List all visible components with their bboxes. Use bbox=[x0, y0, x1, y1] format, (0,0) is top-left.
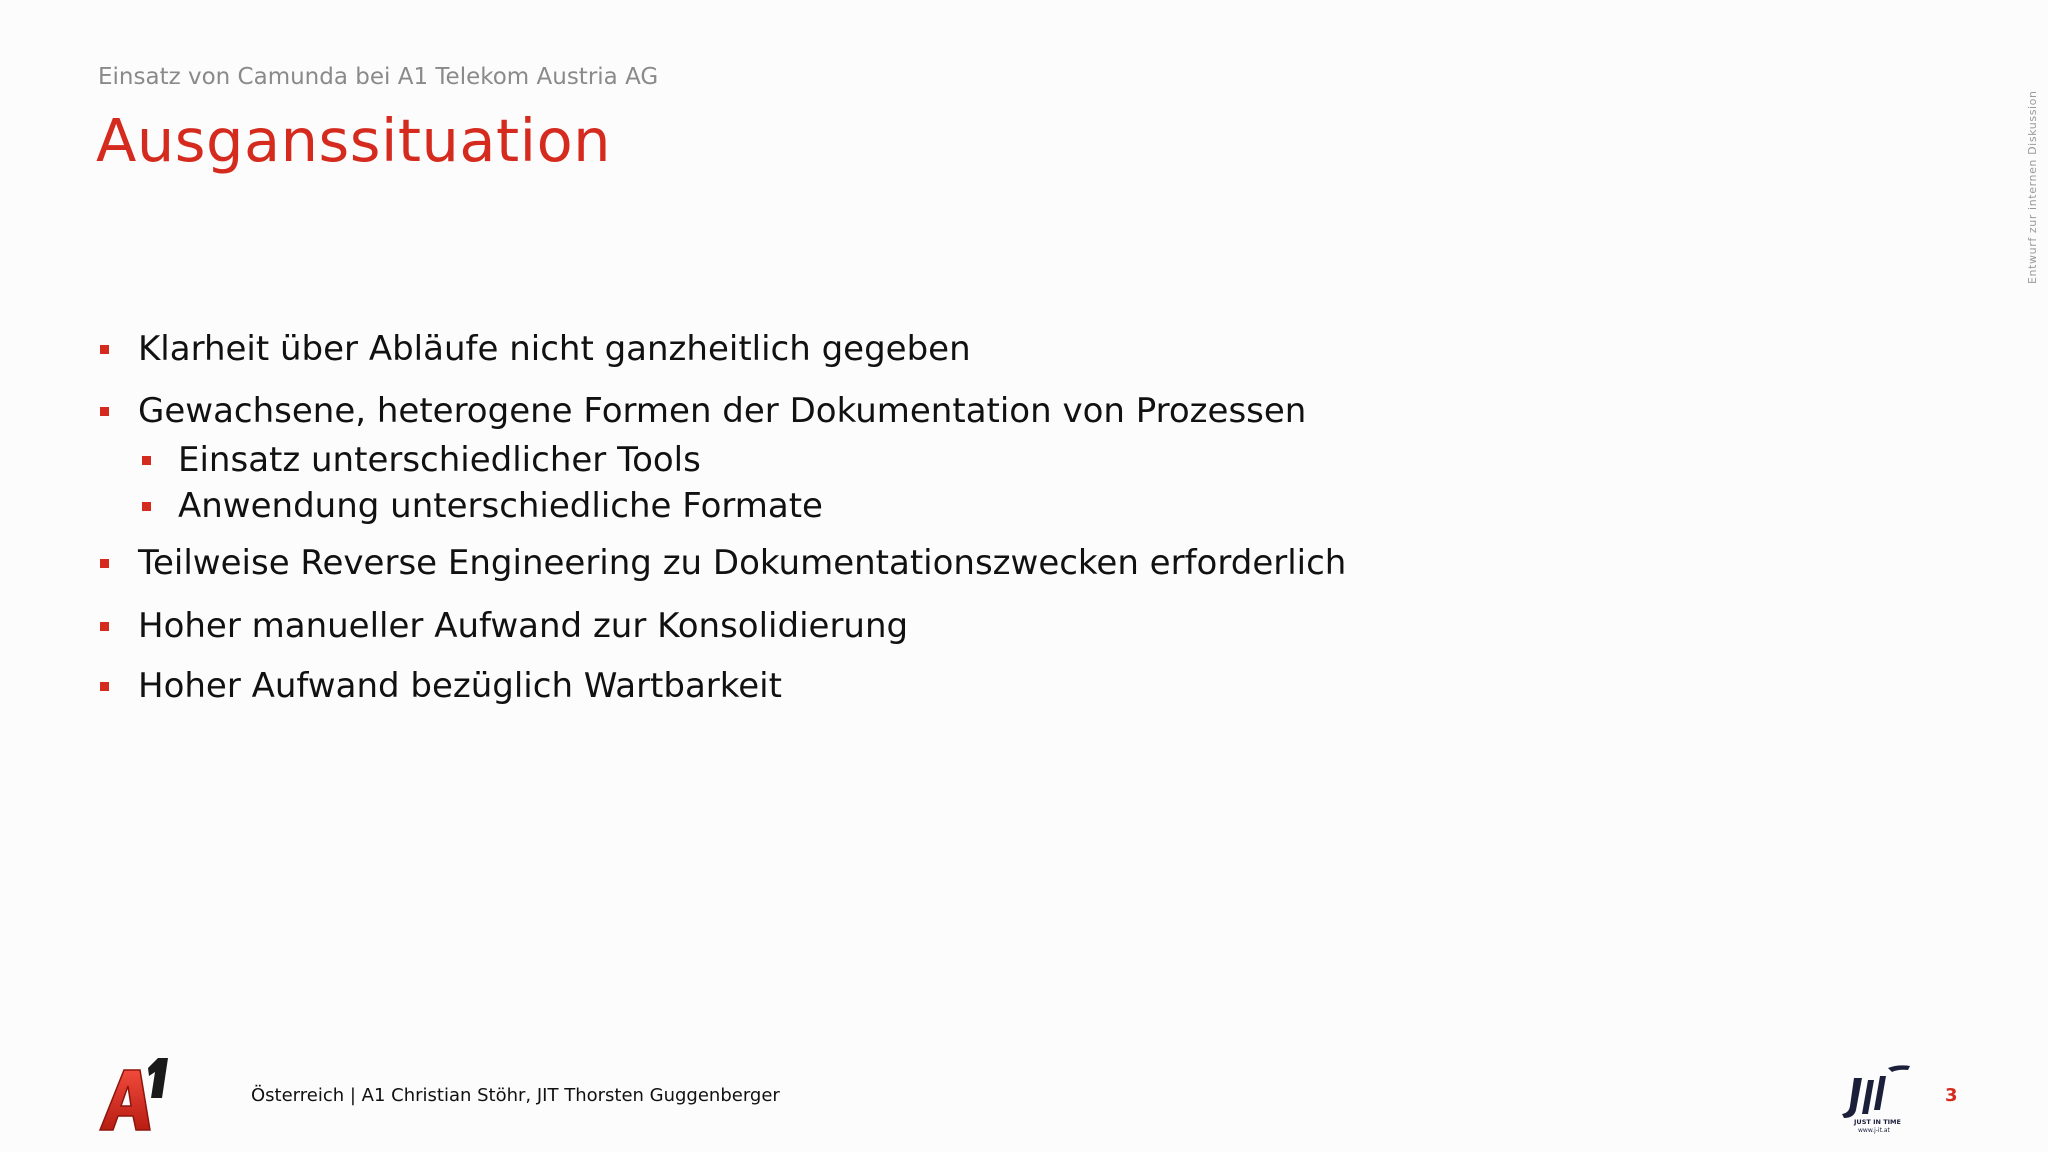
slide-subtitle: Einsatz von Camunda bei A1 Telekom Austria AG bbox=[98, 64, 659, 90]
draft-note: Entwurf zur internen Diskussion bbox=[2026, 90, 2039, 284]
bullet-marker-icon bbox=[100, 345, 109, 354]
bullet-text: Hoher manueller Aufwand zur Konsolidierung bbox=[138, 606, 909, 646]
bullet-text: Klarheit über Abläufe nicht ganzheitlich gegeben bbox=[138, 329, 971, 369]
jit-url: www.j-it.at bbox=[1858, 1127, 1890, 1134]
bullet-marker-icon bbox=[142, 502, 151, 511]
bullet-marker-icon bbox=[100, 682, 109, 691]
jit-tagline: JUST IN TIME bbox=[1854, 1118, 1901, 1126]
bullet-list bbox=[98, 0, 1798, 800]
bullet-text: Teilweise Reverse Engineering zu Dokumentationszwecken erforderlich bbox=[138, 543, 1347, 583]
bullet-marker-icon bbox=[100, 622, 109, 631]
bullet-marker-icon bbox=[142, 456, 151, 465]
a1-logo-icon bbox=[96, 1054, 174, 1134]
jit-logo-icon bbox=[1836, 1058, 1916, 1136]
bullet-marker-icon bbox=[100, 407, 109, 416]
bullet-text: Hoher Aufwand bezüglich Wartbarkeit bbox=[138, 666, 782, 706]
slide-title: Ausganssituation bbox=[96, 106, 612, 175]
footer-presenters: Österreich | A1 Christian Stöhr, JIT Thorsten Guggenberger bbox=[251, 1085, 780, 1106]
bullet-text: Gewachsene, heterogene Formen der Dokumentation von Prozessen bbox=[138, 391, 1307, 431]
page-number: 3 bbox=[1945, 1085, 1958, 1106]
sub-bullet-text: Einsatz unterschiedlicher Tools bbox=[178, 440, 701, 480]
sub-bullet-text: Anwendung unterschiedliche Formate bbox=[178, 486, 823, 526]
bullet-marker-icon bbox=[100, 559, 109, 568]
